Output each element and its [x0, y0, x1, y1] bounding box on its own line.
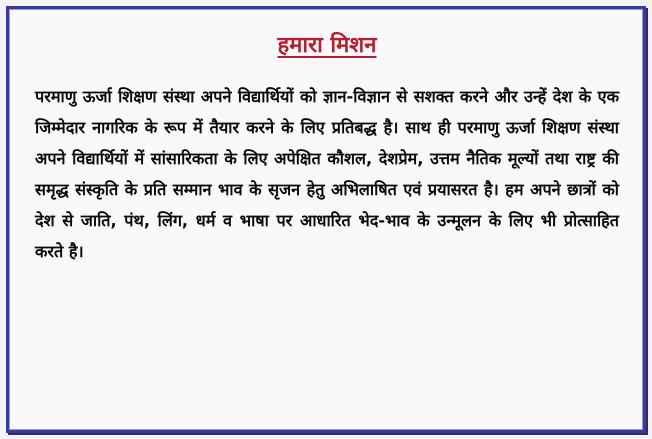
mission-frame [6, 6, 646, 433]
mission-paragraph: परमाणु ऊर्जा शिक्षण संस्था अपने विद्यार्थियों को ज्ञान-विज्ञान से सशक्त करने और उन्हें देश के एक जिम्मेदार नागरिक के रूप में तैयार करने के लिए प्रतिबद्ध है। साथ ही परमाणु ऊर्जा शिक्षण संस्था अपने विद्यार्थियों में सांसारिकता के लिए अपेक्षित कौशल, देशप्रेम, उत्तम नैतिक मूल्यों तथा राष्ट्र की समृद्ध संस्कृति के प्रति सम्मान भाव के सृजन हेतु अभिलाषित एवं प्रयासरत है। हम अपने छात्रों को देश से जाति, पंथ, लिंग, धर्म व भाषा पर आधारित भेद-भाव के उन्मूलन के लिए भी प्रोत्साहित करते है। [35, 87, 619, 261]
mission-title: हमारा मिशन [277, 33, 377, 58]
